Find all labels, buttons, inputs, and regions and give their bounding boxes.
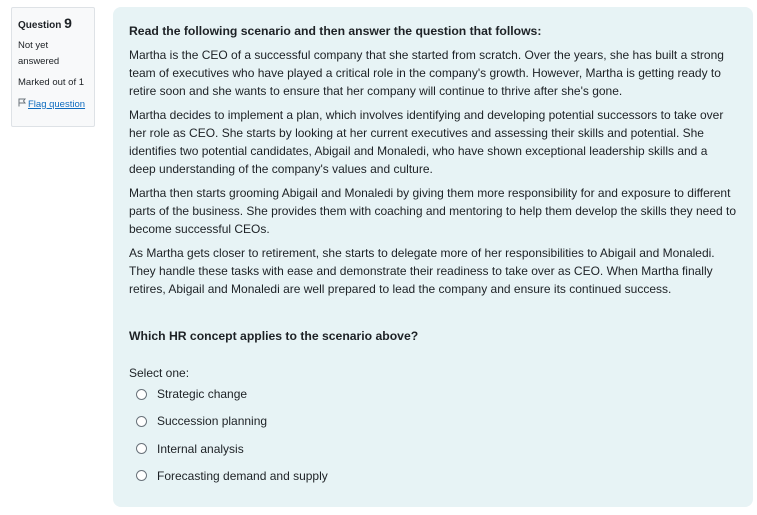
flag-question-link[interactable] <box>18 98 88 112</box>
scenario-paragraph: Martha decides to implement a plan, which involves identifying and developing potential successors to take over her role as CEO. She starts by looking at her current executives and assessing their skills and potential. She identifies two potential candidates, Abigail and Monaledi, who have shown exceptional leadership skills and a deep understanding of the company's values and culture. <box>129 108 724 176</box>
question-content <box>113 7 753 507</box>
answer-label[interactable]: Succession planning <box>157 414 268 429</box>
answer-option-forecasting-demand-supply[interactable] <box>136 467 737 485</box>
flag-question-label[interactable]: Flag question <box>28 99 86 110</box>
radio-button[interactable] <box>136 443 147 454</box>
scenario-prompt: Read the following scenario and then answer the question that follows: <box>129 24 542 38</box>
question-label: Question <box>18 20 62 31</box>
scenario-paragraph: As Martha gets closer to retirement, she starts to delegate more of her responsibilities to Abigail and Monaledi. They handle these tasks with ease and demonstrate their readiness to take over as CEO. When Martha finally retires, Abigail and Monaledi are well prepared to lead the company and ensure its continued success. <box>129 246 715 296</box>
answer-option-internal-analysis[interactable] <box>136 440 737 458</box>
question-number <box>18 15 88 34</box>
radio-button[interactable] <box>136 470 147 481</box>
scenario-paragraph: Martha then starts grooming Abigail and Monaledi by giving them more responsibility for and exposure to different parts of the business. She provides them with coaching and mentoring to help them develop the skills they need to become successful CEOs. <box>129 186 737 236</box>
question-text: Which HR concept applies to the scenario above? <box>129 329 419 343</box>
radio-button[interactable] <box>136 389 147 400</box>
question-state: Not yet answered <box>18 40 60 67</box>
answer-option-strategic-change[interactable] <box>136 385 737 403</box>
scenario-paragraph: Martha is the CEO of a successful company that she started from scratch. Over the years, she has built a strong team of executives who have played a critical role in the company's growth. However, Martha is getting ready to retire soon and she wants to ensure that her company will continue to thrive after she's gone. <box>129 48 724 98</box>
answer-option-succession-planning[interactable] <box>136 412 737 430</box>
question-info-panel <box>11 7 95 127</box>
question-grade: Marked out of 1 <box>18 77 85 88</box>
answer-label[interactable]: Strategic change <box>157 387 248 401</box>
answer-label[interactable]: Forecasting demand and supply <box>157 468 328 483</box>
question-number-value: 9 <box>64 15 72 31</box>
answer-options <box>129 385 737 485</box>
answer-label[interactable]: Internal analysis <box>157 441 244 456</box>
select-one-label: Select one: <box>129 366 190 380</box>
radio-button[interactable] <box>136 416 147 427</box>
flag-icon <box>18 98 28 112</box>
